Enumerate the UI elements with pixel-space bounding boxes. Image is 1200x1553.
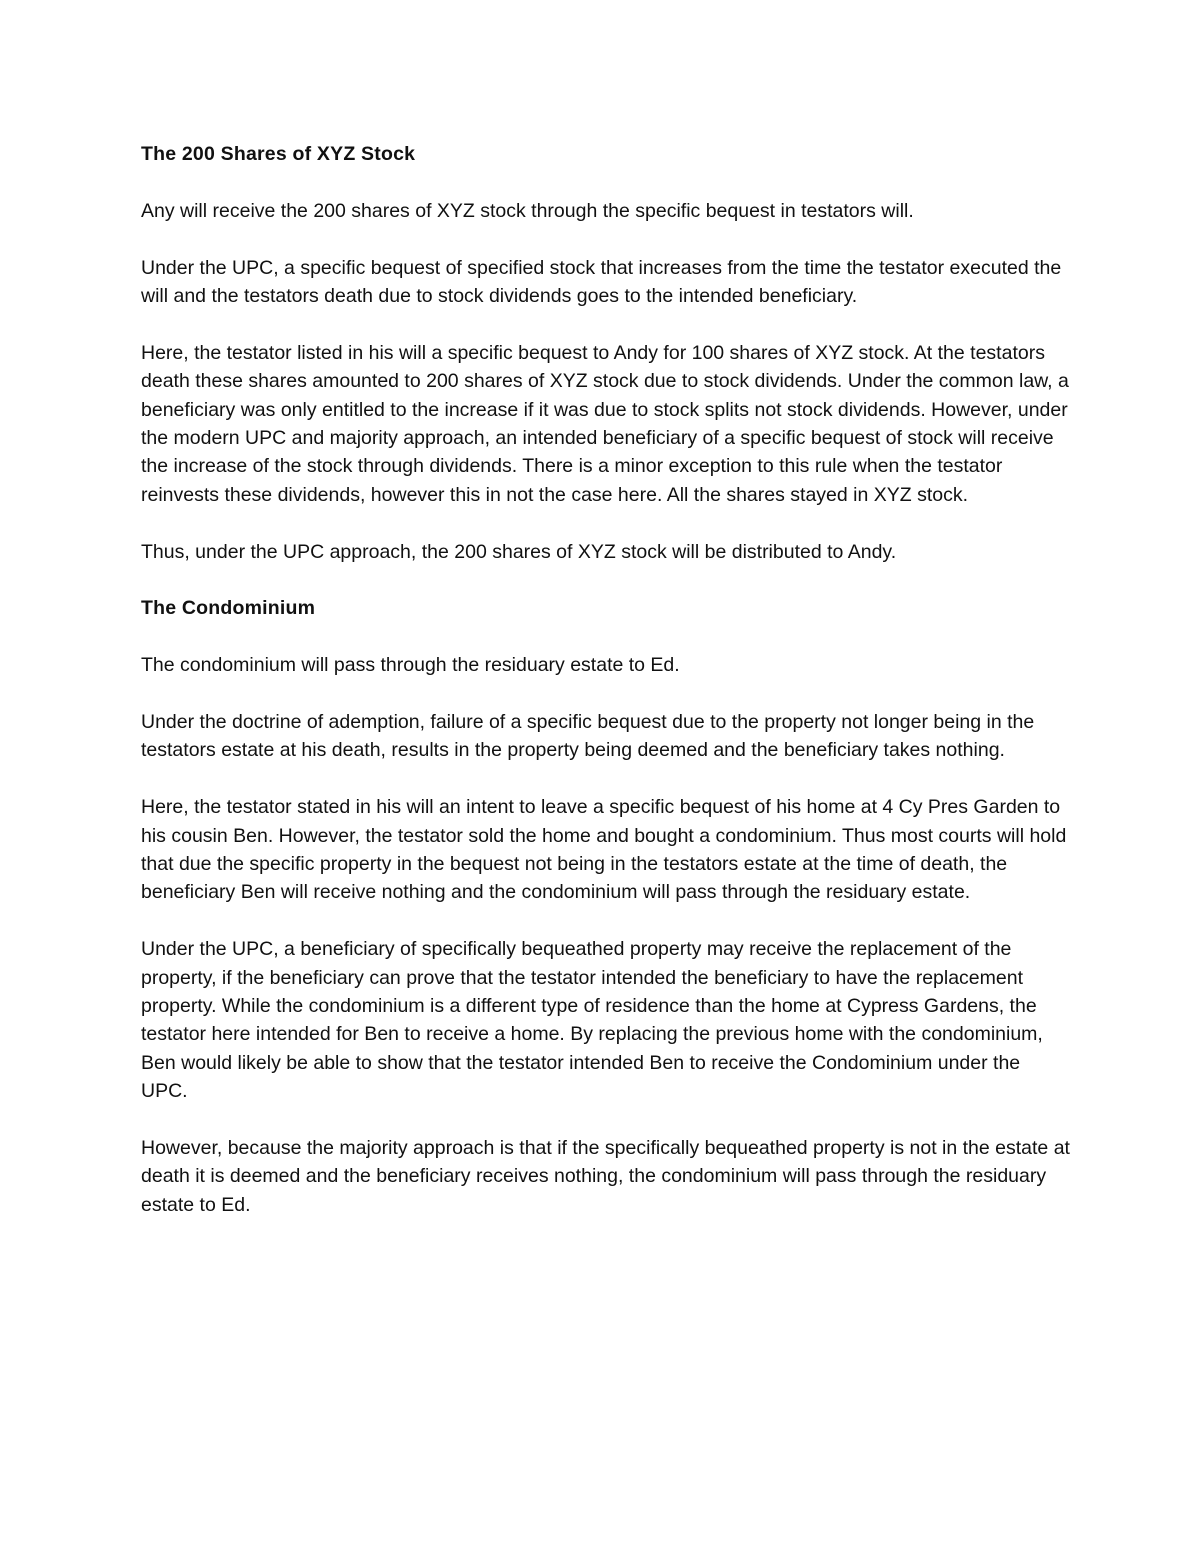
section-heading-xyz-stock: The 200 Shares of XYZ Stock xyxy=(141,143,416,165)
paragraph: Under the UPC, a specific bequest of specified stock that increases from the time the testator executed the will and the testators death due to stock dividends goes to the intended beneficiary. xyxy=(141,256,1062,307)
paragraph: Under the doctrine of ademption, failure of a specific bequest due to the property not longer being in the testators estate at his death, results in the property being deemed and the beneficiary takes nothing. xyxy=(141,711,1035,762)
paragraph: Here, the testator listed in his will a specific bequest to Andy for 100 shares of XYZ stock. At the testators death these shares amounted to 200 shares of XYZ stock due to stock dividends. Under the common law, a beneficiary was only entitled to the increase if it was due to stock splits not stock dividends. However, under the modern UPC and majority approach, an intended beneficiary of a specific bequest of stock will receive the increase of the stock through dividends. There is a minor exception to this rule when the testator reinvests these dividends, however this in not the case here. All the shares stayed in XYZ stock. xyxy=(141,341,1069,506)
paragraph: Here, the testator stated in his will an intent to leave a specific bequest of his home at 4 Cy Pres Garden to his cousin Ben. However, the testator sold the home and bought a condominium. Thus most courts will hold that due the specific property in the bequest not being in the testators estate at the time of death, the beneficiary Ben will receive nothing and the condominium will pass through the residuary estate. xyxy=(141,796,1067,904)
paragraph: However, because the majority approach is that if the specifically bequeathed property is not in the estate at death it is deemed and the beneficiary receives nothing, the condominium will pass through the residuary estate to Ed. xyxy=(141,1137,1070,1216)
document-body xyxy=(141,140,1071,1248)
section-heading-condominium: The Condominium xyxy=(141,597,316,620)
paragraph: Under the UPC, a beneficiary of specifically bequeathed property may receive the replacement of the property, if the beneficiary can prove that the testator intended the beneficiary to have the replacement property. While the condominium is a different type of residence than the home at Cypress Gardens, the testator here intended for Ben to receive a home. By replacing the previous home with the condominium, Ben would likely be able to show that the testator intended Ben to receive the Condominium under the UPC. xyxy=(141,938,1043,1103)
paragraph: Thus, under the UPC approach, the 200 shares of XYZ stock will be distributed to Andy. xyxy=(141,540,897,563)
paragraph: The condominium will pass through the residuary estate to Ed. xyxy=(141,654,680,677)
paragraph: Any will receive the 200 shares of XYZ stock through the specific bequest in testators will. xyxy=(141,199,914,222)
